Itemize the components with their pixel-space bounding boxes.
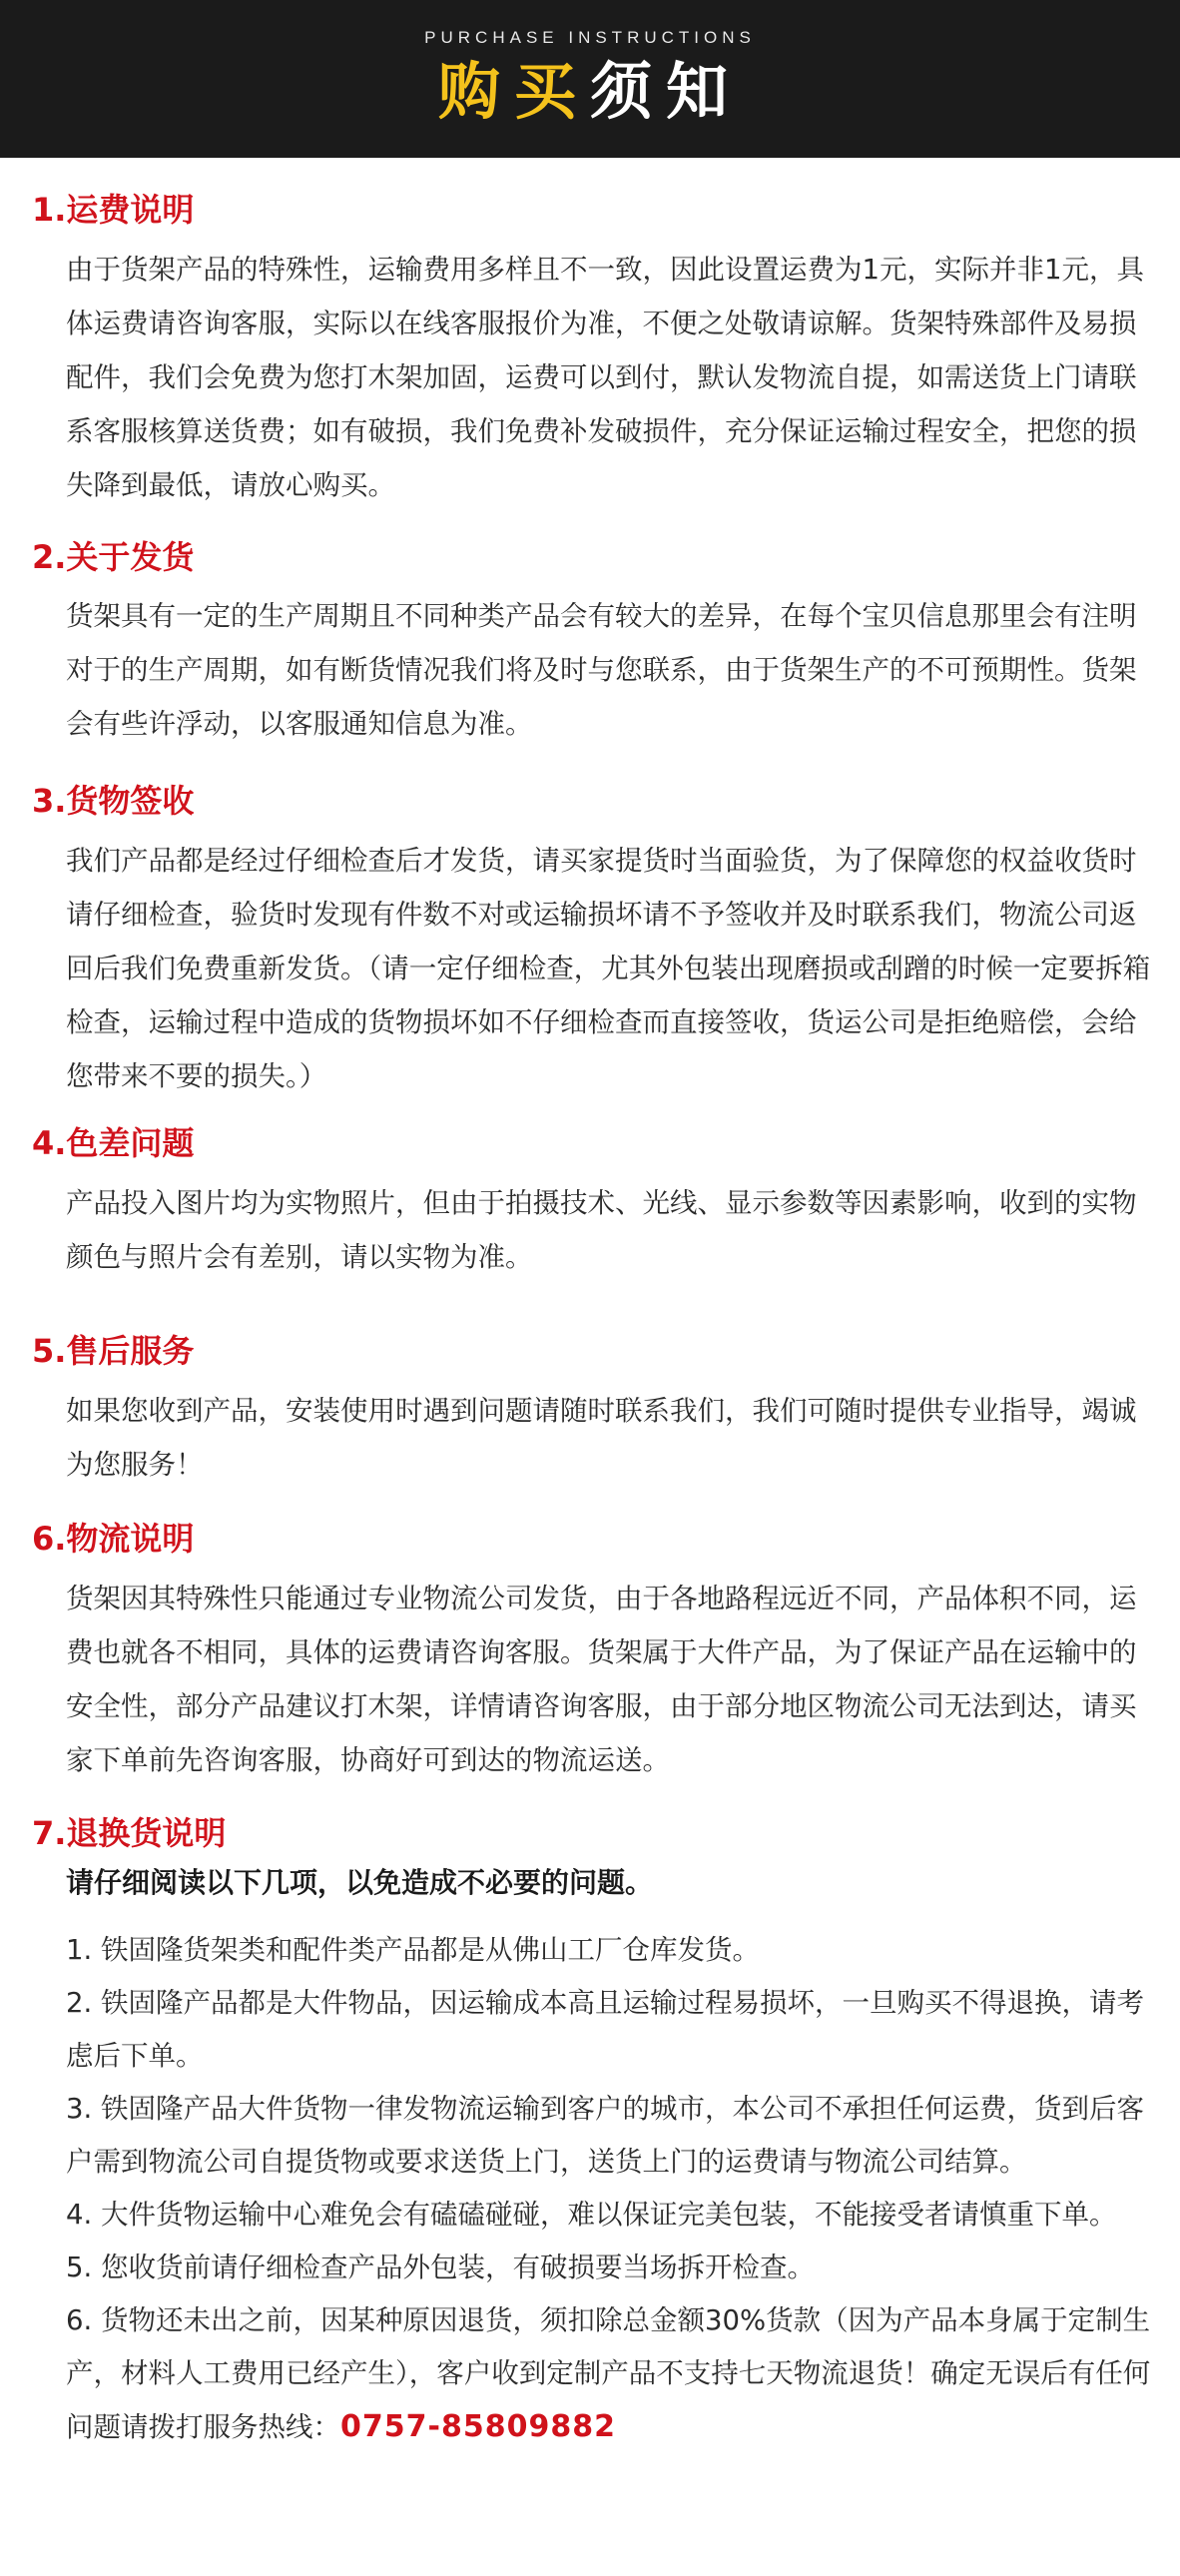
header-title-part1: 购买 [437, 55, 590, 128]
returns-item: 3. 铁固隆产品大件货物一律发物流运输到客户的城市，本公司不承担任何运费，货到后客户需到物流公司自提货物或要求送货上门，送货上门的运费请与物流公司结算。 [66, 2093, 1144, 2178]
header-title [0, 54, 1180, 130]
section-text-after-sales: 如果您收到产品，安装使用时遇到问题请随时联系我们，我们可随时提供专业指导，竭诚为您服务！ [66, 1395, 1137, 1481]
section-title-returns: 7.退换货说明 [32, 1814, 227, 1852]
header-title-part2: 须知 [590, 55, 743, 128]
section-title-receipt: 3.货物签收 [32, 782, 195, 820]
section-text-delivery: 货架具有一定的生产周期且不同种类产品会有较大的差异，在每个宝贝信息那里会有注明对于的生产周期，如有断货情况我们将及时与您联系，由于货架生产的不可预期性。货架会有些许浮动，以客服通知信息为准。 [66, 600, 1137, 740]
returns-list [66, 1924, 1164, 2454]
returns-item: 4. 大件货物运输中心难免会有磕磕碰碰，难以保证完美包装，不能接受者请慎重下单。 [66, 2199, 1117, 2231]
section-text-receipt: 我们产品都是经过仔细检查后才发货，请买家提货时当面验货，为了保障您的权益收货时请仔细检查，验货时发现有件数不对或运输损坏请不予签收并及时联系我们，物流公司返回后我们免费重新发货。（请一定仔细检查，尤其外包装出现磨损或刮蹭的时候一定要拆箱检查，运输过程中造成的货物损坏如不仔细检查而直接签收，货运公司是拒绝赔偿，会给您带来不要的损失。） [66, 845, 1151, 1092]
header-subtitle: PURCHASE INSTRUCTIONS [424, 28, 756, 47]
returns-item-text: 6. 货物还未出之前，因某种原因退货，须扣除总金额30%货款（因为产品本身属于定制生产，材料人工费用已经产生），客户收到定制产品不支持七天物流退货！确定无误后有任何问题请拨打服务热线： [66, 2304, 1151, 2443]
section-title-shipping-fee: 1.运费说明 [32, 191, 195, 229]
section-title-after-sales: 5.售后服务 [32, 1332, 195, 1370]
returns-lead: 请仔细阅读以下几项，以免造成不必要的问题。 [66, 1866, 654, 1899]
service-hotline[interactable]: 0757-85809882 [340, 2409, 616, 2444]
returns-item: 5. 您收货前请仔细检查产品外包装，有破损要当场拆开检查。 [66, 2252, 815, 2283]
returns-item: 1. 铁固隆货架类和配件类产品都是从佛山工厂仓库发货。 [66, 1934, 760, 1966]
section-title-logistics: 6.物流说明 [32, 1520, 195, 1558]
section-text-shipping-fee: 由于货架产品的特殊性，运输费用多样且不一致，因此设置运费为1元，实际并非1元，具体运费请咨询客服，实际以在线客服报价为准，不便之处敬请谅解。货架特殊部件及易损配件，我们会免费为您打木架加固，运费可以到付，默认发物流自提，如需送货上门请联系客服核算送货费；如有破损，我们免费补发破损件，充分保证运输过程安全，把您的损失降到最低，请放心购买。 [66, 254, 1144, 501]
returns-item: 2. 铁固隆产品都是大件物品，因运输成本高且运输过程易损坏，一旦购买不得退换，请考虑后下单。 [66, 1987, 1144, 2072]
section-title-color-difference: 4.色差问题 [32, 1124, 195, 1162]
section-title-delivery: 2.关于发货 [32, 538, 195, 576]
returns-item-last [66, 2294, 1164, 2454]
section-text-logistics: 货架因其特殊性只能通过专业物流公司发货，由于各地路程远近不同，产品体积不同，运费也就各不相同，具体的运费请咨询客服。货架属于大件产品，为了保证产品在运输中的安全性，部分产品建议打木架，详情请咨询客服，由于部分地区物流公司无法到达，请买家下单前先咨询客服，协商好可到达的物流运送。 [66, 1583, 1137, 1776]
page-header [0, 0, 1180, 158]
section-text-color-difference: 产品投入图片均为实物照片，但由于拍摄技术、光线、显示参数等因素影响，收到的实物颜色与照片会有差别，请以实物为准。 [66, 1187, 1137, 1273]
